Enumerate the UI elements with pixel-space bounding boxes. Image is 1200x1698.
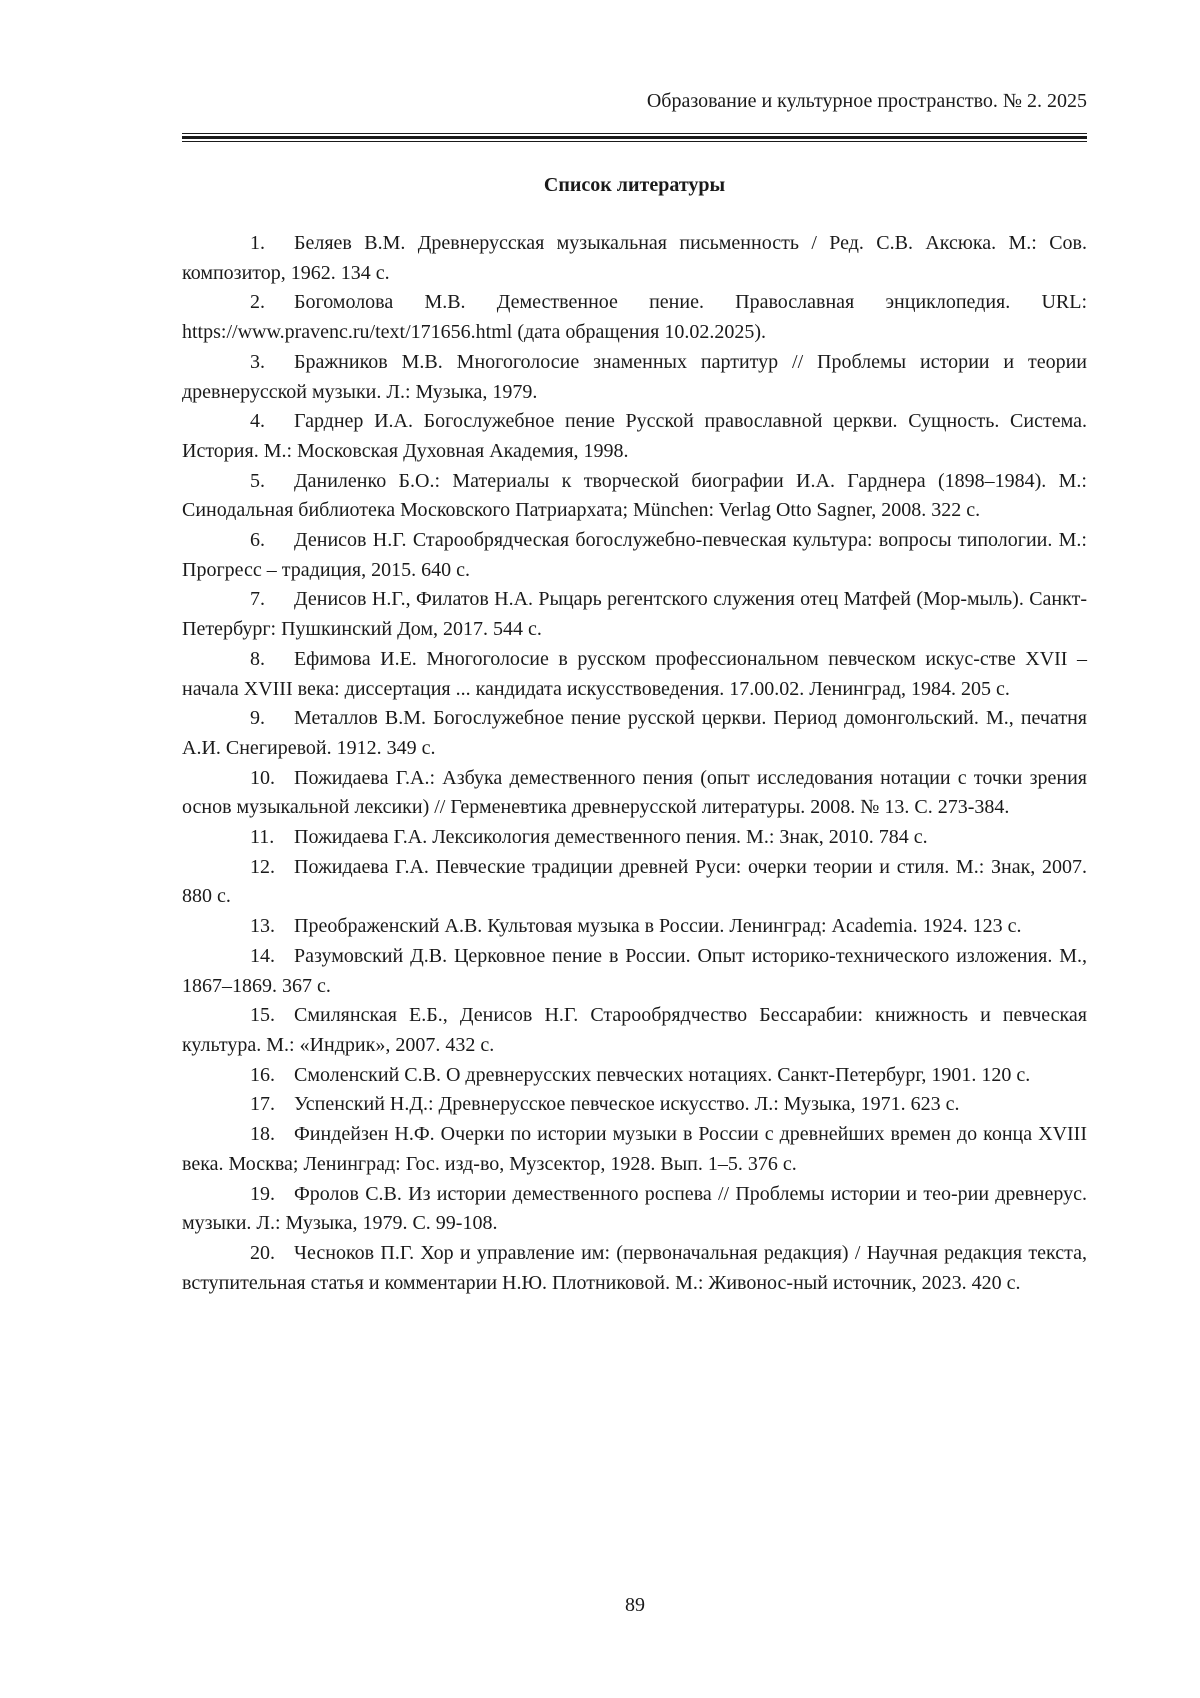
- header-rule-bottom: [182, 141, 1087, 142]
- reference-item: [182, 764, 1087, 823]
- running-header: Образование и культурное пространство. № 2. 2025: [646, 90, 1087, 112]
- reference-number: 1.: [250, 232, 265, 254]
- reference-text: Смоленский С.В. О древнерусских певческих нотациях. Санкт-Петербург, 1901. 120 с.: [294, 1063, 1031, 1086]
- reference-item: [182, 942, 1087, 1001]
- reference-number: 15.: [250, 1004, 275, 1027]
- reference-number: 19.: [250, 1182, 275, 1205]
- header-rule-thick: [182, 136, 1087, 139]
- reference-item: [182, 585, 1087, 644]
- reference-number: 16.: [250, 1063, 275, 1086]
- reference-text: Даниленко Б.О.: Материалы к творческой биографии И.А. Гарднера (1898–1984). М.: Синодальная библиотека Московского Патриархата; München: Verlag Otto Sagner, 2008. 322 с.: [182, 469, 1087, 522]
- reference-text: Бражников М.В. Многоголосие знаменных партитур // Проблемы истории и теории древнерусской музыки. Л.: Музыка, 1979.: [182, 350, 1087, 403]
- reference-number: 17.: [250, 1093, 275, 1116]
- reference-number: 3.: [250, 350, 265, 373]
- reference-number: 7.: [250, 588, 265, 611]
- header-rule-top: [182, 133, 1087, 134]
- reference-number: 9.: [250, 707, 265, 730]
- reference-number: 6.: [250, 529, 265, 552]
- reference-number: 12.: [250, 855, 275, 878]
- reference-item: [182, 526, 1087, 585]
- reference-item: [182, 288, 1087, 347]
- reference-number: 13.: [250, 915, 275, 938]
- reference-item: [182, 645, 1087, 704]
- reference-item: [182, 823, 1087, 853]
- reference-text: Богомолова М.В. Демественное пение. Православная энциклопедия. URL: https://www.pravenc.ru/text/171656.html (дата обращения 10.02.2025).: [182, 291, 1087, 344]
- section-title: Список литературы: [543, 174, 726, 196]
- reference-text: Пожидаева Г.А. Певческие традиции древней Руси: очерки теории и стиля. М.: Знак, 2007. 880 с.: [182, 855, 1087, 908]
- reference-number: 14.: [250, 944, 275, 967]
- reference-number: 10.: [250, 766, 275, 789]
- reference-item: [182, 1180, 1087, 1239]
- reference-text: Гарднер И.А. Богослужебное пение Русской православной церкви. Сущность. Система. История. М.: Московская Духовная Академия, 1998.: [182, 410, 1087, 462]
- reference-item: [182, 407, 1087, 466]
- reference-text: Смилянская Е.Б., Денисов Н.Г. Старообрядчество Бессарабии: книжность и певческая культура. М.: «Индрик», 2007. 432 с.: [182, 1004, 1087, 1056]
- reference-text: Финдейзен Н.Ф. Очерки по истории музыки в России с древнейших времен до конца XVIII века. Москва; Ленинград: Гос. изд-во, Музсектор, 1928. Вып. 1–5. 376 с.: [182, 1123, 1087, 1175]
- reference-text: Денисов Н.Г., Филатов Н.А. Рыцарь регентского служения отец Матфей (Мор-мыль). Санкт-Петербург: Пушкинский Дом, 2017. 544 с.: [182, 588, 1087, 641]
- reference-item: [182, 348, 1087, 407]
- reference-text: Денисов Н.Г. Старообрядческая богослужебно-певческая культура: вопросы типологии. М.: Прогресс – традиция, 2015. 640 с.: [182, 529, 1087, 581]
- reference-text: Ефимова И.Е. Многоголосие в русском профессиональном певческом искус-стве XVII – начала XVIII века: диссертация ... кандидата искусствоведения. 17.00.02. Ленинград, 1984. 205 с.: [182, 647, 1087, 700]
- reference-item: [182, 1120, 1087, 1179]
- reference-item: [182, 704, 1087, 763]
- reference-item: [182, 912, 1087, 942]
- reference-number: 5.: [250, 469, 265, 492]
- reference-text: Преображенский А.В. Культовая музыка в России. Ленинград: Academia. 1924. 123 с.: [294, 915, 1022, 938]
- reference-text: Фролов С.В. Из истории демественного роспева // Проблемы истории и тео-рии древнерус. музыки. Л.: Музыка, 1979. С. 99-108.: [182, 1182, 1087, 1235]
- reference-text: Металлов В.М. Богослужебное пение русской церкви. Период домонгольский. М., печатня А.И. Снегиревой. 1912. 349 с.: [182, 707, 1087, 759]
- reference-number: 2.: [250, 291, 265, 314]
- reference-number: 18.: [250, 1123, 275, 1146]
- reference-text: Успенский Н.Д.: Древнерусское певческое искусство. Л.: Музыка, 1971. 623 с.: [294, 1093, 960, 1116]
- reference-number: 8.: [250, 647, 265, 670]
- reference-item: [182, 1061, 1087, 1091]
- reference-item: [182, 467, 1087, 526]
- reference-item: [182, 853, 1087, 912]
- reference-text: Пожидаева Г.А. Лексикология демественного пения. М.: Знак, 2010. 784 с.: [294, 826, 928, 849]
- reference-item: [182, 1001, 1087, 1060]
- reference-text: Беляев В.М. Древнерусская музыкальная письменность / Ред. С.В. Аксюка. М.: Сов. композитор, 1962. 134 с.: [182, 232, 1087, 284]
- reference-text: Разумовский Д.В. Церковное пение в России. Опыт историко-технического изложения. М., 1867–1869. 367 с.: [182, 944, 1087, 997]
- reference-text: Чесноков П.Г. Хор и управление им: (первоначальная редакция) / Научная редакция текста, вступительная статья и комментарии Н.Ю. Плотниковой. М.: Живонос-ный источник, 2023. 420 с.: [182, 1241, 1087, 1294]
- reference-item: [182, 1239, 1087, 1298]
- page-number: 89: [625, 1594, 645, 1616]
- reference-number: 11.: [250, 826, 275, 849]
- reference-text: Пожидаева Г.А.: Азбука демественного пения (опыт исследования нотации с точки зрения основ музыкальной лексики) // Герменевтика древнерусской литературы. 2008. № 13. С. 273-384.: [182, 766, 1087, 819]
- reference-item: [182, 229, 1087, 288]
- reference-number: 20.: [250, 1241, 275, 1264]
- reference-number: 4.: [250, 410, 265, 433]
- reference-item: [182, 1090, 1087, 1120]
- reference-list: [182, 229, 1087, 1298]
